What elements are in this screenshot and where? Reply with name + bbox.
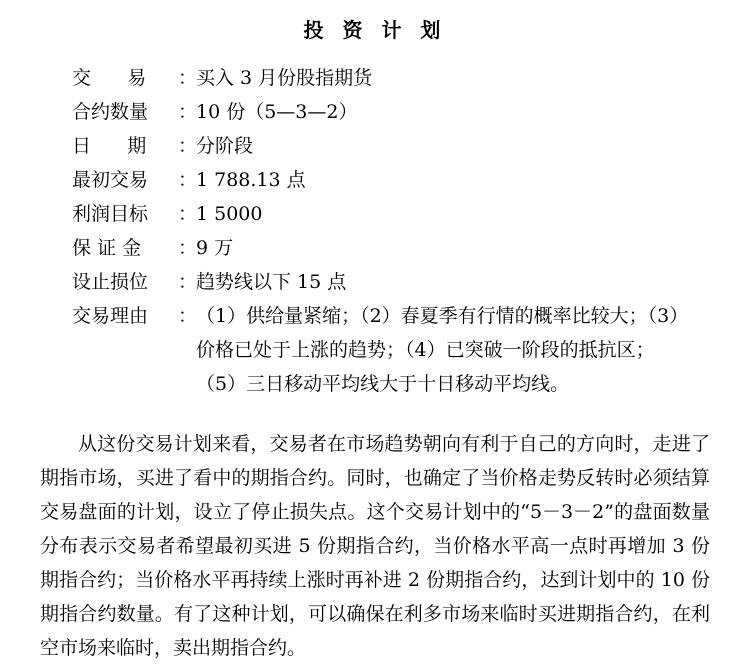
investment-plan-list: [40, 61, 710, 401]
plan-label: 保 证 金: [72, 237, 142, 259]
plan-value: 9 万: [196, 237, 234, 259]
plan-row: [40, 265, 710, 299]
plan-label: 交 易: [72, 67, 147, 89]
plan-label: 最初交易: [72, 169, 149, 191]
plan-separator: ：: [178, 203, 198, 225]
plan-separator: ：: [178, 305, 198, 327]
plan-row: [40, 95, 710, 129]
plan-row: [40, 61, 710, 95]
plan-separator: ：: [178, 135, 198, 157]
plan-value: 趋势线以下 15 点: [196, 271, 347, 293]
plan-label: 合约数量: [72, 101, 149, 123]
plan-separator: ：: [178, 237, 198, 259]
plan-row: [40, 163, 710, 197]
plan-separator: ：: [178, 67, 198, 89]
plan-row: [40, 197, 710, 231]
plan-value: （1）供给量紧缩；（2）春夏季有行情的概率比较大；（3）: [196, 305, 689, 327]
page-title: 投 资 计 划: [303, 18, 447, 42]
plan-row: [40, 129, 710, 163]
plan-value: 10 份（5—3—2）: [196, 101, 358, 123]
body-text-block: [40, 427, 710, 665]
plan-separator: ：: [178, 169, 198, 191]
plan-value: 1 5000: [196, 203, 263, 225]
plan-label: 日 期: [72, 135, 147, 157]
plan-row: [40, 299, 710, 333]
body-paragraph: 从这份交易计划来看，交易者在市场趋势朝向有利于自己的方向时，走进了期指市场，买进了看中的期指合约。同时，也确定了当价格走势反转时必须结算交易盘面的计划，设立了停止损失点。这个交易计划中的“5－3－2”的盘面数量分布表示交易者希望最初买进 5 份期指合约，当价格水平高一点时再增加 3 份期指合约；当价格水平再持续上涨时再补进 2 份期指合约，达到计划中的 10 份期指合约数量。有了这种计划，可以确保在利多市场来临时买进期指合约，在利空市场来临时，卖出期指合约。: [40, 433, 710, 659]
document-page: [0, 14, 750, 672]
plan-value: 买入 3 月份股指期货: [196, 67, 373, 89]
plan-label: 交易理由: [72, 305, 149, 327]
plan-separator: ：: [178, 101, 198, 123]
plan-label: 利润目标: [72, 203, 149, 225]
plan-reason-continuation: 价格已处于上涨的趋势；（4）已突破一阶段的抵抗区；: [196, 339, 655, 361]
plan-separator: ：: [178, 271, 198, 293]
plan-label: 设止损位: [72, 271, 149, 293]
plan-row: [40, 231, 710, 265]
plan-reason-continuation: （5）三日移动平均线大于十日移动平均线。: [196, 373, 570, 395]
plan-value: 1 788.13 点: [196, 169, 306, 191]
plan-value: 分阶段: [196, 135, 254, 157]
